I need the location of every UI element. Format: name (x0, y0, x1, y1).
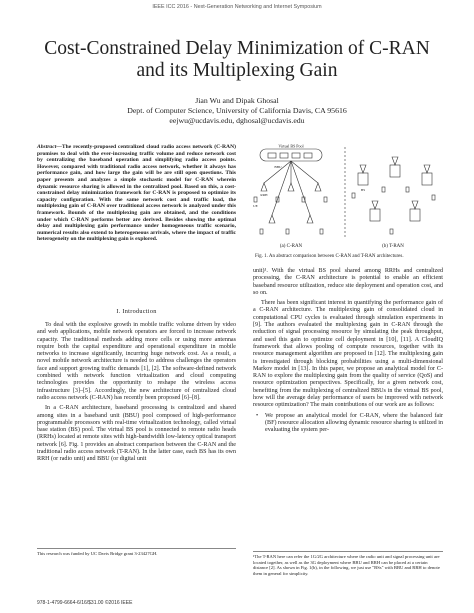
title-line-2: and its Multiplexing Gain (136, 60, 338, 81)
right-column-text (253, 268, 443, 435)
ue-4 (324, 197, 327, 202)
bullet-dot: • (256, 412, 259, 419)
intro-paragraph-2: In a C-RAN architecture, baseband processing is centralized and shared among sites in a baseband unit (BBU) pool composed of high-performance programmable processors with real-time virtualization technology, called virtual base station (BS) pool. The virtual BS pool is connected to remote radio heads (RRHs) located at remote sites with high-bandwidth low-latency optical transport network [6]. Fig. 1 provides an abstract comparison between the C-RAN and the traditional radio access network (T-RAN). In the latter case, each BS has its own RRH (or radio unit) and BBU (or digital unit (37, 405, 236, 463)
ue-7 (320, 229, 323, 234)
bs-antenna-5 (412, 201, 418, 209)
right-paragraph-2: There has been significant interest in quantifying the performance gain of a C-RAN architecture. The multiplexing gain of consolidated cloud in computational CPU cycles is evaluated through simulation experiments in [9]. The authors evaluated the multiplexing gain in C-RAN through the reduction of signal processing resource by simulating the peak throughput, and used this gain to optimize cell deployment in [10], [11]. A CloudIQ framework that allows pooling of compute resources, together with its resource management algorithm are proposed in [12]. The multiplexing gain is investigated through blocking probabilities using a multi-dimensional Markov model in [13]. In this paper, we propose an analytical model for C-RAN to explore the multiplexing gain from the quality of service (QoS) and resource optimization perspectives. Specifically, for a given network cost, benefiting from the multiplexing of centralized BBUs in the virtual BS pool, how will the average delay performance of users be improved with network resource optimization? The main contributions of our work are as follows: (253, 300, 443, 409)
affiliation: Dept. of Computer Science, University of California Davis, CA 95616 (127, 106, 347, 115)
ue-1 (254, 197, 257, 202)
ue-5 (260, 229, 263, 234)
ue-9 (382, 187, 385, 192)
bs-4 (370, 209, 380, 221)
subfigure-b-label: (b) T-RAN (382, 244, 404, 249)
right-paragraph-1: unit)¹. With the virtual BS pool shared among RRHs and centralized processing, the C-RAN architecture is potential to enable an efficient baseband resource utilization, reduce site deployment and operation cost, and so on. (253, 268, 443, 296)
figure-caption: Fig. 1. An abstract comparison between C-RAN and T-RAN architectures. (255, 254, 404, 259)
introduction (37, 322, 236, 467)
rrh-antenna-5 (307, 215, 313, 223)
bullet-text: We propose an analytical model for C-RAN, where the balanced fair (BF) resource allocation allowing dynamic resource sharing is utilized in evaluating the system per- (265, 412, 443, 434)
bs-3 (422, 173, 432, 185)
abstract-body: —The recently-proposed centralized cloud radio access network (C-RAN) promises to deal with the ever-increasing traffic volume and reduce network cost by centralizing the baseband operation and simplifying radio access points. However, compared with traditional radio access network, whether it always has performance gain, and how large the gain will be are still open questions. This paper presents and analyzes a simple stochastic model for C-RAN wherein dynamic resource sharing is allowed in the centralized pool. Based on this, a cost-constrained delay minimization framework for C-RAN is proposed to optimize its capacity configuration. With the same network cost and traffic load, the multiplexing gain of C-RAN over traditional access network is analyzed under this framework. Bounds of the multiplexing gain are obtained, and the conditions under which C-RAN performs better are derived. Besides showing the optimal delay and multiplexing gain performance under homogeneous traffic scenario, numerical results also extend to heterogeneous arrivals, where the impact of traffic heterogeneity on the multiplexing gain is explored. (37, 144, 236, 243)
pool-label: Virtual BS Pool (278, 143, 304, 149)
virtual-bs-pool (260, 149, 322, 161)
bs-2 (390, 165, 400, 177)
architecture-figure (250, 143, 440, 251)
section-heading: I. Introduction (116, 308, 157, 315)
rrh-antenna-3 (315, 183, 321, 191)
subfigure-a-label: (a) C-RAN (279, 244, 303, 249)
bs-antenna-3 (424, 165, 430, 173)
rrh-antenna-2 (288, 183, 294, 191)
ue-11 (432, 195, 435, 200)
ue-6 (286, 229, 289, 234)
author-block (20, 96, 454, 126)
emails: eejwu@ucdavis.edu, dghosal@ucdavis.edu (169, 116, 305, 125)
rrh-antenna-4 (269, 215, 275, 223)
ue-10 (406, 187, 409, 192)
funding-footnote: This research was funded by UC Davis Bridge grant 3-23427GH. (37, 548, 236, 557)
contribution-bullet (253, 413, 443, 435)
author-names: Jian Wu and Dipak Ghosal (195, 96, 279, 105)
bs-label: BS (360, 188, 366, 192)
bs-antenna-4 (372, 201, 378, 209)
rrh-antenna-1 (261, 183, 267, 191)
bbu-box-3 (292, 153, 300, 158)
intro-paragraph-1: To deal with the explosive growth in mobile traffic volume driven by video and web applications, mobile network operators are forced to increase network capacity. The traditional methods adding more cells or using more antennas require both the capital expenditure and operational expenditure in mobile networks to increase significantly, incurring huge network cost. As a result, a novel mobile network architecture is needed to address challenges the operators face and support growing traffic demands [1], [2]. The software-defined network combined with network function virtualization and cloud computing technologies provides the opportunity to reshape the wireless access infrastructure [3]–[5]. Accordingly, the new architecture of centralized cloud radio access network (C-RAN) has recently been proposed [6]–[8]. (37, 322, 236, 401)
copyright-notice: 978-1-4799-6664-6/16/$31.00 ©2016 IEEE (37, 600, 133, 606)
ue-label: UE (253, 204, 258, 208)
bbu-box-2 (280, 153, 288, 158)
bs-5 (410, 209, 420, 221)
rrh-label: RRH (260, 193, 268, 197)
bs-antenna-1 (360, 165, 366, 173)
bbu-box-4 (304, 153, 312, 158)
title-line-1: Cost-Constrained Delay Minimization of C-RAN (44, 38, 430, 59)
bs-1 (358, 173, 368, 185)
bbu-box-1 (268, 153, 276, 158)
paper-title (20, 38, 454, 82)
abstract (37, 144, 236, 243)
conference-header: IEEE ICC 2016 - Next-Generation Networking and Internet Symposium (152, 4, 322, 10)
ue-12 (390, 229, 393, 234)
architecture-footnote: ¹The T-RAN here can refer the 1G/2G architecture where the radio unit and signal processing unit are located together, as well as the 3G deployment where BBU and RRH can be placed at a certain distance [2]. As shown in Fig. 1(b), in the following, we just use "BSs" with BBU and RRH to denote them in general for simplicity. (253, 551, 443, 576)
bbu-label: BBU (274, 165, 282, 169)
bs-antenna-2 (392, 157, 398, 165)
abstract-lead: Abstract (37, 144, 57, 150)
ue-8 (352, 193, 355, 198)
